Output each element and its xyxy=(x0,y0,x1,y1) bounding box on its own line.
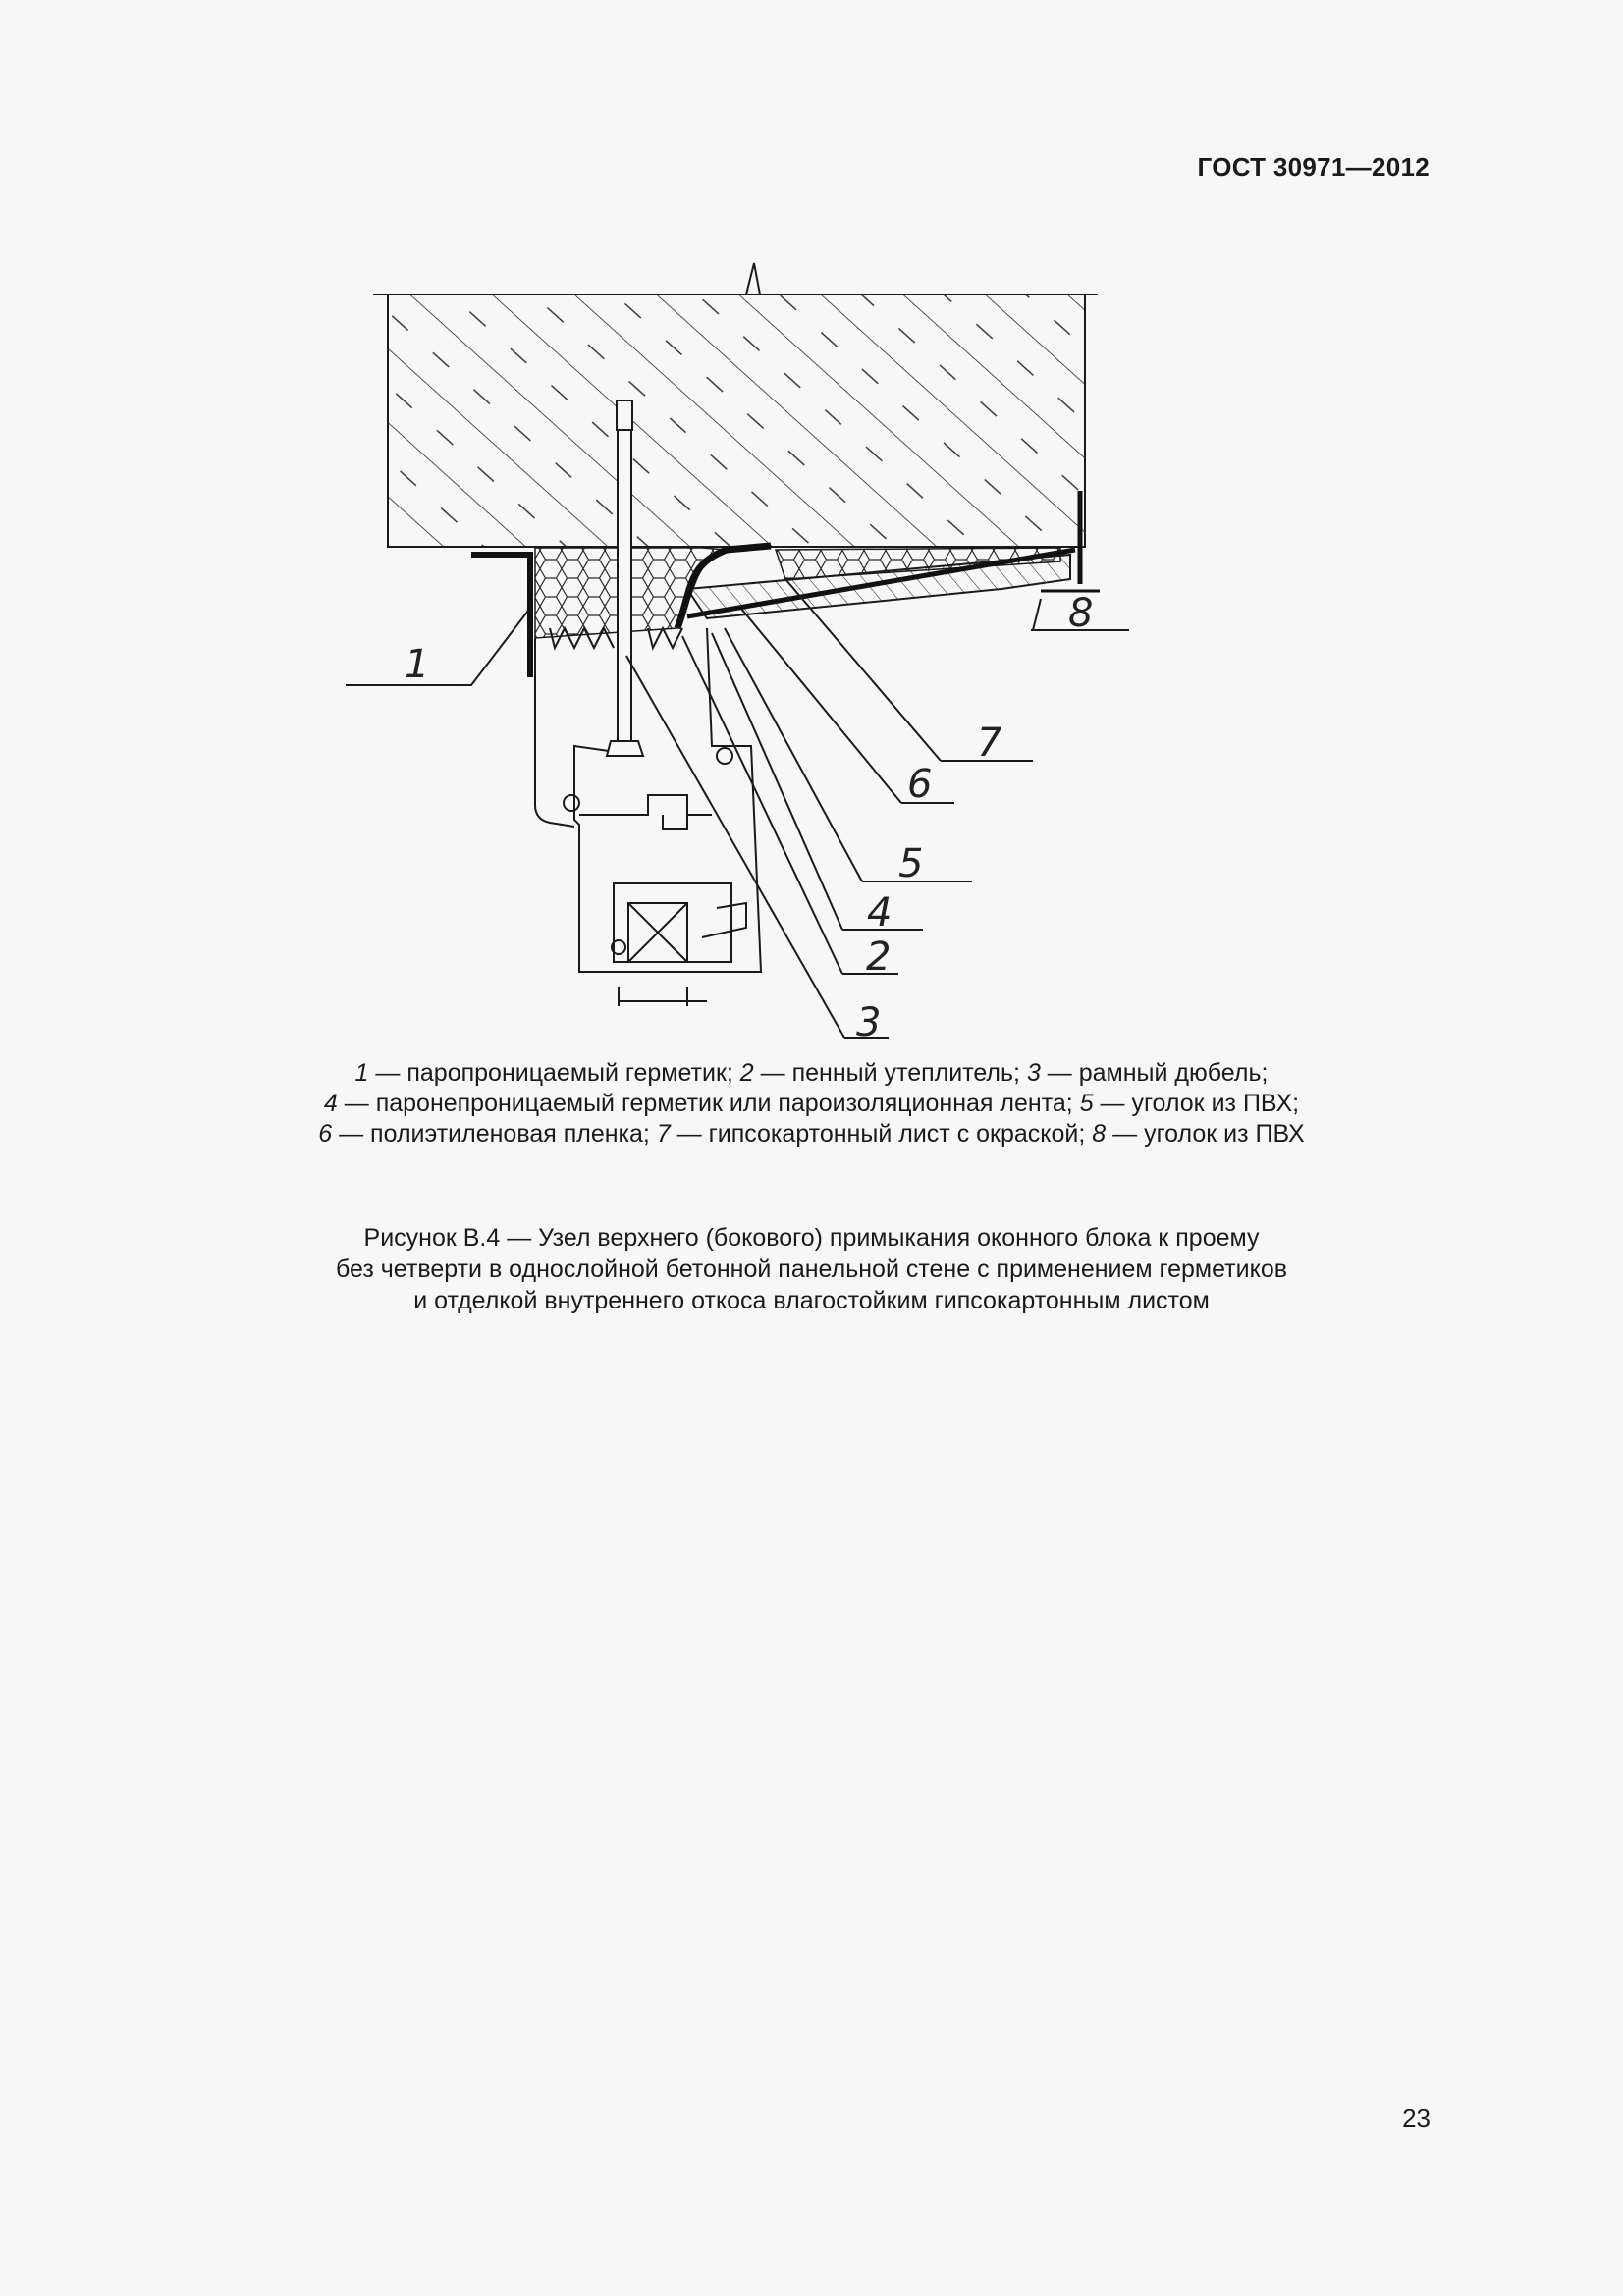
legend-text: — гипсокартонный лист с окраской; xyxy=(670,1120,1093,1148)
legend-text: — рамный дюбель; xyxy=(1040,1059,1269,1087)
legend-line xyxy=(157,1119,1466,1149)
legend-number: 6 xyxy=(318,1120,333,1148)
callout-7: 7 xyxy=(977,721,1002,766)
legend-number: 1 xyxy=(354,1059,369,1087)
legend-text: — уголок из ПВХ; xyxy=(1093,1090,1300,1117)
legend-text: — полиэтиленовая пленка; xyxy=(332,1120,657,1148)
concrete-wall-section xyxy=(373,263,1098,547)
legend-number: 8 xyxy=(1092,1120,1107,1148)
callout-5: 5 xyxy=(898,841,924,886)
document-header-standard: ГОСТ 30971—2012 xyxy=(1197,152,1430,182)
legend-text: — уголок из ПВХ xyxy=(1106,1120,1305,1148)
caption-line: без четверти в однослойной бетонной панельной стене с применением герметиков xyxy=(335,1255,1288,1283)
callout-8: 8 xyxy=(1068,591,1094,636)
legend-number: 5 xyxy=(1079,1090,1094,1117)
legend-text: — пенный утеплитель; xyxy=(753,1059,1027,1087)
legend-number: 3 xyxy=(1026,1059,1041,1087)
caption-line: Рисунок В.4 — Узел верхнего (бокового) примыкания оконного блока к проему xyxy=(363,1224,1260,1252)
callout-6: 6 xyxy=(907,762,933,807)
sealant-strip xyxy=(471,555,530,677)
callout-leader-lines xyxy=(346,579,1129,1038)
figure-legend xyxy=(157,1058,1466,1149)
callout-4: 4 xyxy=(867,890,893,935)
legend-number: 4 xyxy=(323,1090,338,1117)
legend-number: 7 xyxy=(656,1120,671,1148)
legend-text: — паронепроницаемый герметик или пароизоляционная лента; xyxy=(337,1090,1080,1117)
legend-line xyxy=(157,1058,1466,1089)
legend-text: — паропроницаемый герметик; xyxy=(368,1059,740,1087)
window-frame-profile xyxy=(535,628,761,1006)
legend-line xyxy=(157,1089,1466,1119)
legend-number: 2 xyxy=(739,1059,754,1087)
caption-line: и отделкой внутреннего откоса влагостойким гипсокартонным листом xyxy=(413,1287,1210,1314)
figure-caption xyxy=(157,1222,1466,1316)
callout-3: 3 xyxy=(856,1000,882,1045)
page-number: 23 xyxy=(1402,2104,1431,2133)
technical-drawing xyxy=(324,250,1188,1055)
callout-2: 2 xyxy=(866,934,892,980)
callout-1: 1 xyxy=(405,642,430,687)
